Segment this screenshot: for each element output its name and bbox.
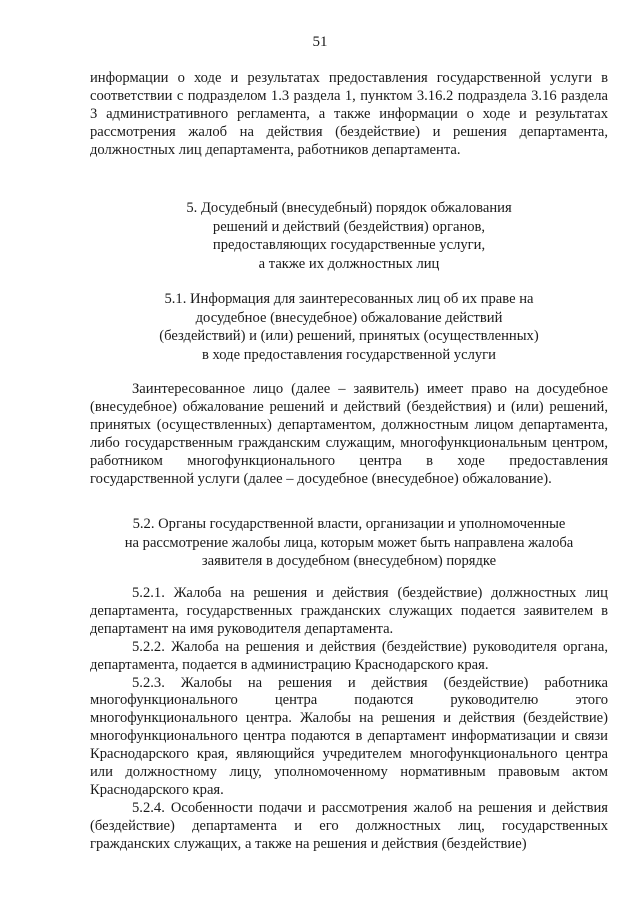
paragraph-5-2-4: 5.2.4. Особенности подачи и рассмотрения жалоб на решения и действия (бездействие) департамента и его должностных лиц, государственных гражданских служащих, а также на решения и действия (бездействие) — [90, 799, 608, 852]
heading-line: предоставляющих государственные услуги, — [212, 237, 486, 253]
heading-line: а также их должностных лиц — [258, 255, 440, 272]
section-5-1-text-block — [90, 381, 608, 488]
paragraph-5-2-3: 5.2.3. Жалобы на решения и действия (бездействие) работника многофункционального центра подаются руководителю этого многофункционального центра. Жалобы на решения и действия (бездействие) многофункционального центра подаются в департамент информатизации и связи Краснодарского края, являющийся учредителем многофункционального центра или должностному лицу, уполномоченному нормативным правовым актом Краснодарского края. — [90, 674, 608, 798]
heading-line: 5.2. Органы государственной власти, организации и уполномоченные — [132, 516, 566, 532]
section-5-1-text: Заинтересованное лицо (далее – заявитель) имеет право на досудебное (внесудебное) обжалование решений и действий (бездействия) и (или) решений, принятых (осуществленных) департаментом, должностным лицом департамента, либо государственным гражданским служащим, многофункциональным центром, работником многофункционального центра в ходе предоставления государственной услуги (далее – досудебное (внесудебное) обжалование). — [90, 381, 608, 487]
paragraph-5-2-1: 5.2.1. Жалоба на решения и действия (бездействие) должностных лиц департамента, государственных гражданских служащих подается заявителем в департамент на имя руководителя департамента. — [90, 585, 608, 637]
intro-paragraph-block — [90, 70, 608, 160]
heading-line: 5. Досудебный (внесудебный) порядок обжалования — [186, 200, 512, 216]
intro-paragraph: информации о ходе и результатах предоставления государственной услуги в соответствии с подразделом 1.3 раздела 1, пунктом 3.16.2 подраздела 3.16 раздела 3 административного регламента, а также информации о ходе и результатах рассмотрения жалоб на действия (бездействие) и решения департамента, должностных лиц департамента, работников департамента. — [90, 70, 608, 158]
heading-line: 5.1. Информация для заинтересованных лиц об их праве на — [164, 291, 534, 307]
section-5-2-body — [90, 585, 608, 854]
heading-line: в ходе предоставления государственной услуги — [202, 346, 496, 363]
heading-line: (бездействий) и (или) решений, принятых (осуществленных) — [159, 328, 539, 344]
heading-line: решений и действий (бездействия) органов, — [212, 218, 486, 235]
heading-line: на рассмотрение жалобы лица, которым может быть направлена жалоба — [124, 534, 574, 551]
heading-line: досудебное (внесудебное) обжалование действий — [195, 309, 503, 326]
heading-line: заявителя в досудебном (внесудебном) порядке — [201, 553, 497, 569]
paragraph-5-2-2: 5.2.2. Жалоба на решения и действия (бездействие) руководителя органа, департамента, подается в администрацию Краснодарского края. — [90, 638, 608, 673]
page-number: 51 — [312, 34, 328, 50]
